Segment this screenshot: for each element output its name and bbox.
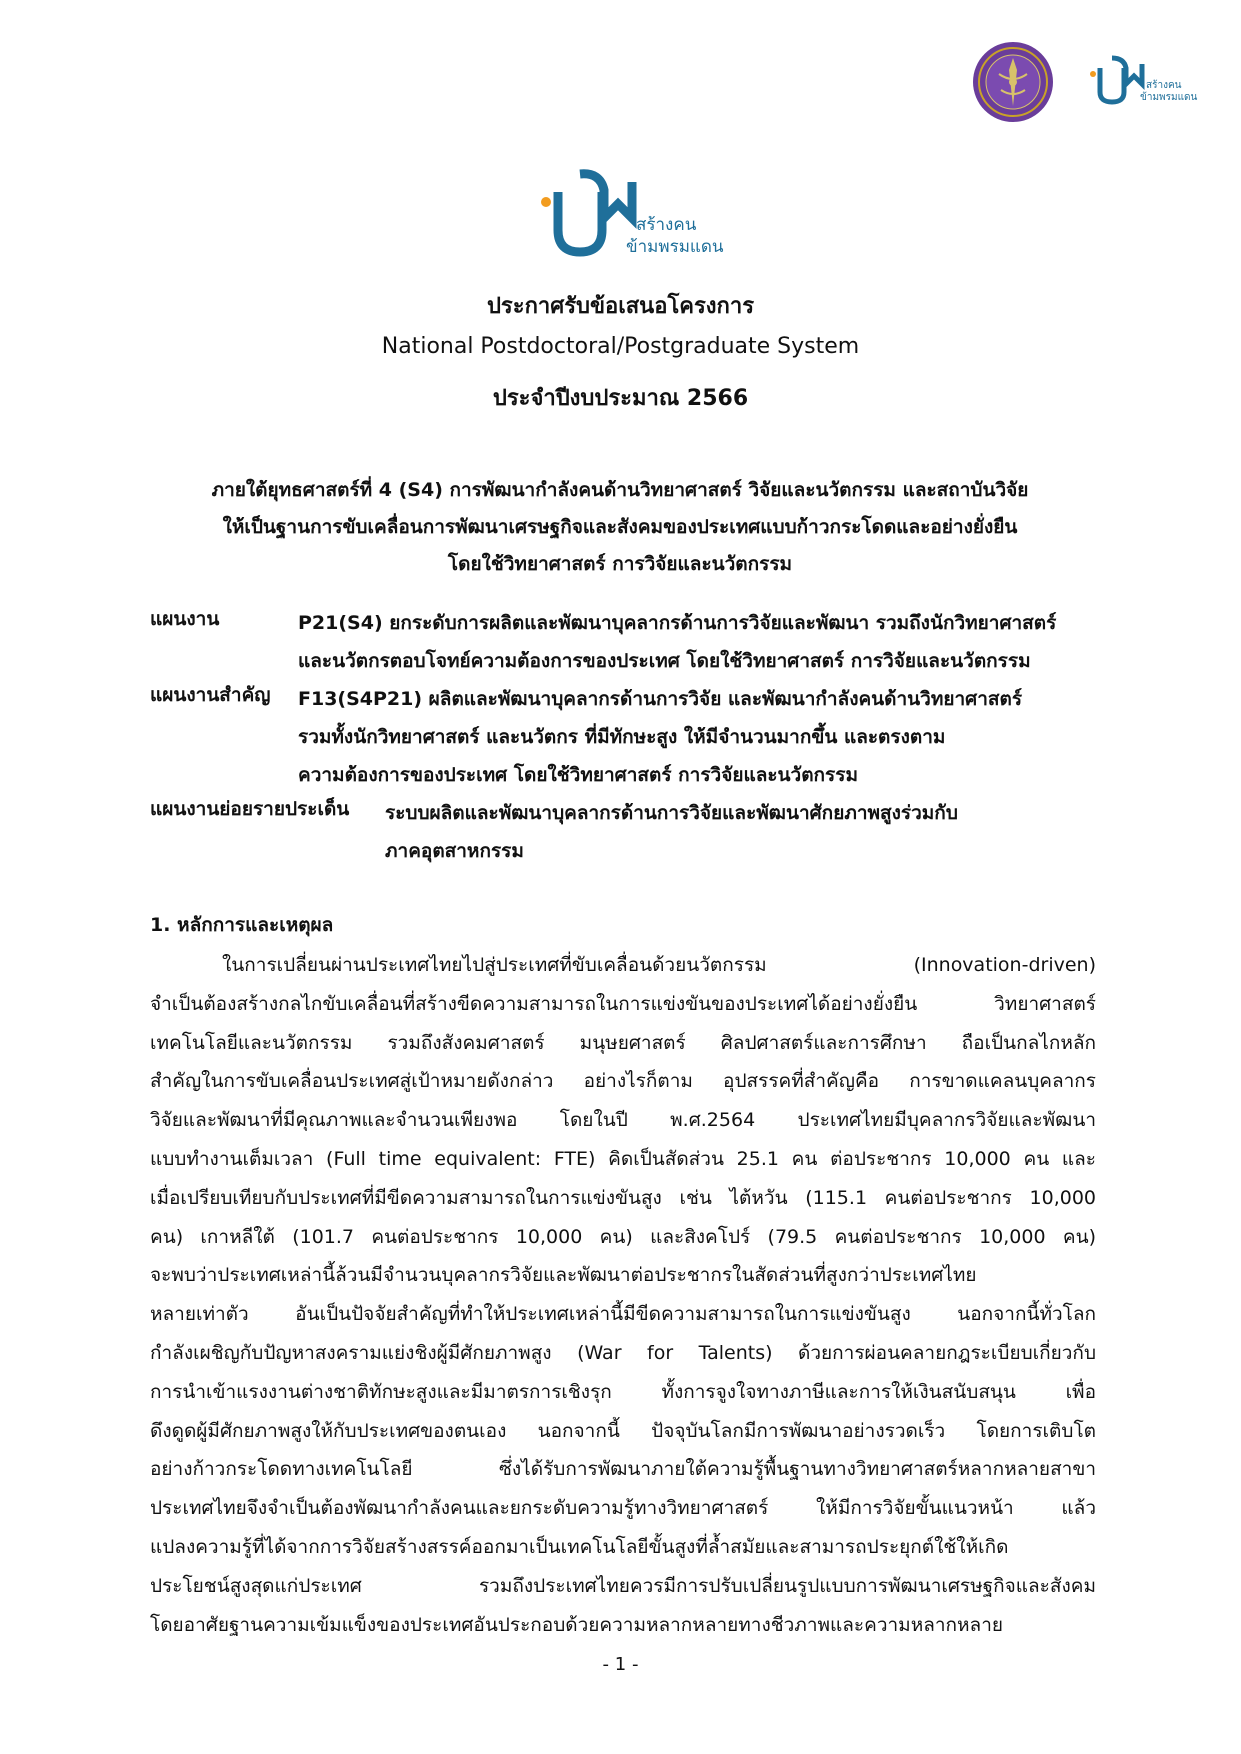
organization-seal <box>971 40 1055 124</box>
plan-label: แผนงาน <box>150 608 220 630</box>
page-number: - 1 - <box>602 1654 639 1675</box>
section-heading: 1. หลักการและเหตุผล <box>150 914 334 936</box>
strategy-heading <box>150 472 1090 583</box>
plan-text-line: ความต้องการของประเทศ โดยใช้วิทยาศาสตร์ การวิจัยและนวัตกรรม <box>298 764 858 786</box>
plan-text-line: P21(S4) ยกระดับการผลิตและพัฒนาบุคลากรด้านการวิจัยและพัฒนา รวมถึงนักวิทยาศาสตร์ <box>298 612 1057 634</box>
plan-text-line: และนวัตกรตอบโจทย์ความต้องการของประเทศ โดยใช้วิทยาศาสตร์ การวิจัยและนวัตกรรม <box>298 650 1031 672</box>
paragraph-line: ดึงดูดผู้มีศักยภาพสูงให้กับประเทศของตนเอง นอกจากนี้ ปัจจุบันโลกมีการพัฒนาอย่างรวดเร็ว โดยการเติบโต <box>150 1419 1096 1442</box>
paragraph-line: เมื่อเปรียบเทียบกับประเทศที่มีขีดความสามารถในการแข่งขันสูง เช่น ไต้หวัน (115.1 คนต่อประชากร 10,000 <box>150 1186 1096 1209</box>
paragraph-line: ในการเปลี่ยนผ่านประเทศไทยไปสู่ประเทศที่ขับเคลื่อนด้วยนวัตกรรม (Innovation-driven) <box>222 954 1096 976</box>
paragraph-line: จะพบว่าประเทศเหล่านี้ล้วนมีจำนวนบุคลากรวิจัยและพัฒนาต่อประชากรในสัดส่วนที่สูงกว่าประเทศไทย <box>150 1264 977 1287</box>
plan-text-line: ภาคอุตสาหกรรม <box>385 840 524 862</box>
paragraph-line: คน) เกาหลีใต้ (101.7 คนต่อประชากร 10,000 คน) และสิงคโปร์ (79.5 คนต่อประชากร 10,000 คน) <box>150 1225 1096 1248</box>
plan-label: แผนงานสำคัญ <box>150 684 271 706</box>
program-name: National Postdoctoral/Postgraduate System <box>381 334 860 359</box>
paragraph-line: ประเทศไทยจึงจำเป็นต้องพัฒนากำลังคนและยกระดับความรู้ทางวิทยาศาสตร์ ให้มีการวิจัยขั้นแนวหน้า แล้ว <box>150 1497 1096 1520</box>
plan-text-line: ระบบผลิตและพัฒนาบุคลากรด้านการวิจัยและพัฒนาศักยภาพสูงร่วมกับ <box>385 802 958 824</box>
plan-text-line: รวมทั้งนักวิทยาศาสตร์ และนวัตกร ที่มีทักษะสูง ให้มีจำนวนมากขึ้น และตรงตาม <box>298 726 946 748</box>
fiscal-year: ประจำปีงบประมาณ 2566 <box>492 386 749 411</box>
paragraph-line: ประโยชน์สูงสุดแก่ประเทศ รวมถึงประเทศไทยควรมีการปรับเปลี่ยนรูปแบบการพัฒนาเศรษฐกิจและสังคม <box>150 1574 1096 1597</box>
paragraph-line: การนำเข้าแรงงานต่างชาติทักษะสูงและมีมาตรการเชิงรุก ทั้งการจูงใจทางภาษีและการให้เงินสนับสนุน เพื่อ <box>150 1380 1096 1403</box>
plan-label: แผนงานย่อยรายประเด็น <box>150 798 350 820</box>
paragraph-line: จำเป็นต้องสร้างกลไกขับเคลื่อนที่สร้างขีดความสามารถในการแข่งขันของประเทศได้อย่างยั่งยืน วิทยาศาสตร์ <box>150 992 1096 1015</box>
paragraph-line: โดยอาศัยฐานความเข้มแข็งของประเทศอันประกอบด้วยความหลากหลายทางชีวภาพและความหลากหลาย <box>150 1613 1004 1636</box>
plan-row-program <box>150 604 1095 680</box>
program-logo-small <box>1088 54 1203 110</box>
paragraph-line: วิจัยและพัฒนาที่มีคุณภาพและจำนวนเพียงพอ โดยในปี พ.ศ.2564 ประเทศไทยมีบุคลากรวิจัยและพัฒนา <box>150 1109 1096 1132</box>
svg-text:สร้างคน: สร้างคน <box>1146 80 1182 91</box>
svg-text:ข้ามพรมแดน: ข้ามพรมแดน <box>1140 92 1198 103</box>
strategy-line: ภายใต้ยุทธศาสตร์ที่ 4 (S4) การพัฒนากำลังคนด้านวิทยาศาสตร์ วิจัยและนวัตกรรม และสถาบันวิจัย <box>211 479 1029 501</box>
paragraph-line: แบบทำงานเต็มเวลา (Full time equivalent: FTE) คิดเป็นสัดส่วน 25.1 คน ต่อประชากร 10,000 คน และ <box>150 1147 1096 1170</box>
strategy-line: ให้เป็นฐานการขับเคลื่อนการพัฒนาเศรษฐกิจและสังคมของประเทศแบบก้าวกระโดดและอย่างยั่งยืน <box>222 516 1018 538</box>
svg-text:สร้างคน: สร้างคน <box>636 215 697 235</box>
paragraph-line: อย่างก้าวกระโดดทางเทคโนโลยี ซึ่งได้รับการพัฒนาภายใต้ความรู้พื้นฐานทางวิทยาศาสตร์หลากหลายสาขา <box>150 1458 1096 1481</box>
paragraph-line: หลายเท่าตัว อันเป็นปัจจัยสำคัญที่ทำให้ประเทศเหล่านี้มีขีดความสามารถในการแข่งขันสูง นอกจากนี้ทั่วโลก <box>150 1303 1096 1326</box>
strategy-line: โดยใช้วิทยาศาสตร์ การวิจัยและนวัตกรรม <box>447 553 793 575</box>
plan-text <box>298 680 1095 794</box>
plan-text <box>385 794 1095 870</box>
plan-row-sub-program <box>150 794 1095 870</box>
paragraph-line: แปลงความรู้ที่ได้จากการวิจัยสร้างสรรค์ออกมาเป็นเทคโนโลยีขั้นสูงที่ล้ำสมัยและสามารถประยุกต์ใช้ให้เกิด <box>150 1535 1009 1558</box>
paragraph-line: สำคัญในการขับเคลื่อนประเทศสู่เป้าหมายดังกล่าว อย่างไรก็ตาม อุปสรรคที่สำคัญคือ การขาดแคลนบุคลากร <box>150 1070 1096 1093</box>
paragraph-line: กำลังเผชิญกับปัญหาสงครามแย่งชิงผู้มีศักยภาพสูง (War for Talents) ด้วยการผ่อนคลายกฎระเบียบเกี่ยวกับ <box>150 1341 1096 1364</box>
announcement-title: ประกาศรับข้อเสนอโครงการ <box>486 294 755 319</box>
plan-row-key-program <box>150 680 1095 794</box>
svg-text:ข้ามพรมแดน: ข้ามพรมแดน <box>626 237 724 257</box>
plan-text <box>298 604 1095 680</box>
section-paragraph <box>150 946 1096 1644</box>
plan-text-line: F13(S4P21) ผลิตและพัฒนาบุคลากรด้านการวิจัย และพัฒนากำลังคนด้านวิทยาศาสตร์ <box>298 688 1023 710</box>
paragraph-line: เทคโนโลยีและนวัตกรรม รวมถึงสังคมศาสตร์ มนุษยศาสตร์ ศิลปศาสตร์และการศึกษา ถือเป็นกลไกหลัก <box>150 1031 1096 1054</box>
program-logo-large <box>538 168 728 263</box>
